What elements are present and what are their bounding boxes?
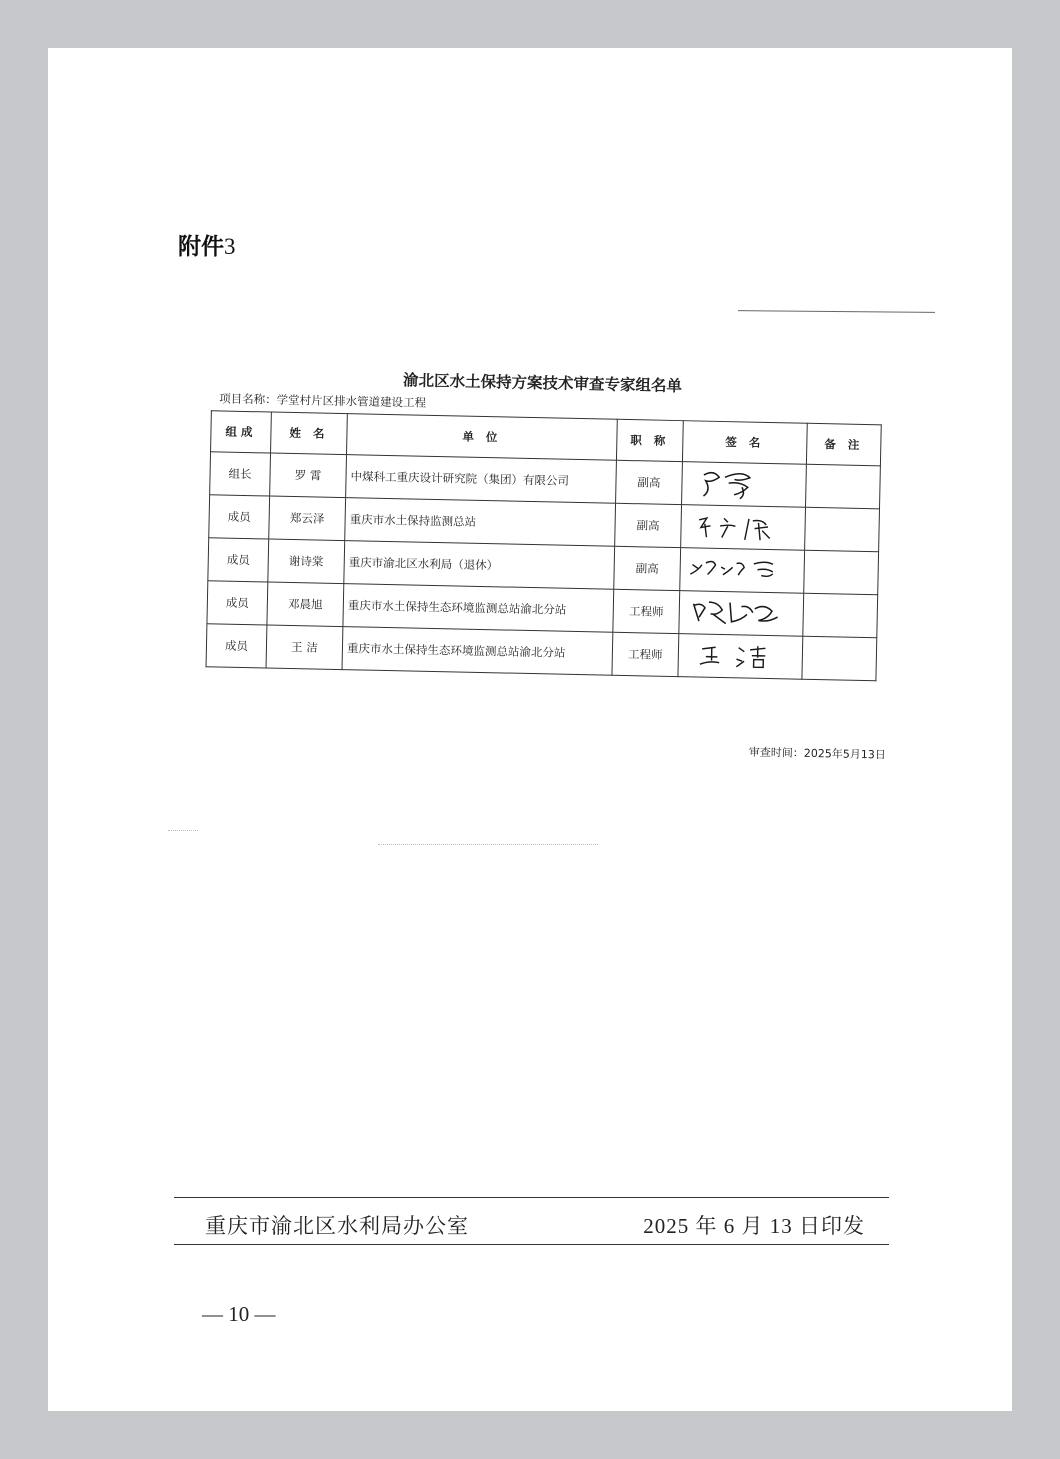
- handwritten-signature: [685, 509, 801, 543]
- attachment-label-text: 附件: [178, 234, 224, 260]
- attachment-label: [178, 228, 236, 261]
- cell-group: 成员: [208, 538, 269, 582]
- cell-name: 谢诗棠: [268, 539, 345, 584]
- cell-title: 副高: [615, 503, 682, 547]
- project-label: 项目名称：: [219, 391, 277, 407]
- project-line: [219, 390, 426, 410]
- handwritten-signature: [683, 638, 799, 672]
- cell-name: 郑云泽: [269, 496, 346, 541]
- col-header-unit: 单 位: [347, 414, 618, 461]
- handwritten-signature: [686, 466, 802, 500]
- col-header-remark: 备 注: [806, 423, 881, 466]
- cell-unit: 重庆市水土保持监测总站: [345, 498, 616, 547]
- col-header-name: 姓 名: [271, 412, 348, 455]
- cell-remark: [806, 464, 881, 509]
- cell-unit: 中煤科工重庆设计研究院（集团）有限公司: [346, 455, 617, 504]
- scan-top-rule: [738, 310, 935, 313]
- cell-group: 成员: [206, 624, 267, 668]
- handwritten-signature: [684, 552, 800, 586]
- scanned-expert-list: [190, 358, 888, 762]
- cell-title: 工程师: [612, 632, 679, 676]
- cell-unit: 重庆市渝北区水利局（退休）: [344, 541, 615, 590]
- cell-signature: [682, 462, 807, 508]
- footer-top-rule: [174, 1197, 889, 1198]
- cell-title: 副高: [614, 546, 681, 590]
- cell-remark: [803, 593, 878, 638]
- footer-bottom-rule: [174, 1244, 889, 1245]
- cell-name: 王 洁: [266, 625, 343, 670]
- cell-remark: [805, 507, 880, 552]
- col-header-title: 职 称: [616, 419, 683, 461]
- cell-signature: [678, 634, 803, 680]
- expert-list-title: 渝北区水土保持方案技术审查专家组名单: [402, 371, 683, 396]
- cell-signature: [681, 505, 806, 551]
- expert-table: [206, 410, 882, 681]
- review-date: 审查时间：2025年5月13日: [748, 745, 886, 762]
- cell-group: 成员: [207, 581, 268, 625]
- cell-group: 组长: [210, 452, 271, 496]
- scan-noise: [378, 844, 598, 846]
- cell-group: 成员: [209, 495, 270, 539]
- footer-row: [205, 1210, 865, 1240]
- cell-remark: [802, 636, 877, 681]
- cell-title: 副高: [616, 460, 683, 504]
- cell-title: 工程师: [613, 589, 680, 633]
- document-page: [48, 48, 1012, 1411]
- cell-remark: [804, 550, 879, 595]
- cell-signature: [679, 591, 804, 637]
- scan-noise: [168, 830, 198, 832]
- col-header-group: 组成: [211, 411, 272, 453]
- col-header-signature: 签 名: [682, 421, 807, 465]
- handwritten-signature: [683, 595, 799, 629]
- page-number: — 10 —: [202, 1302, 276, 1326]
- project-name: 学堂村片区排水管道建设工程: [276, 392, 427, 410]
- cell-name: 邓晨旭: [267, 582, 344, 627]
- cell-name: 罗 霄: [270, 453, 347, 498]
- cell-unit: 重庆市水土保持生态环境监测总站渝北分站: [342, 627, 613, 676]
- cell-unit: 重庆市水土保持生态环境监测总站渝北分站: [343, 584, 614, 633]
- issuing-office: 重庆市渝北区水利局办公室: [205, 1214, 469, 1238]
- cell-signature: [680, 548, 805, 594]
- print-date: 2025 年 6 月 13 日印发: [643, 1214, 865, 1238]
- attachment-number: 3: [224, 234, 236, 259]
